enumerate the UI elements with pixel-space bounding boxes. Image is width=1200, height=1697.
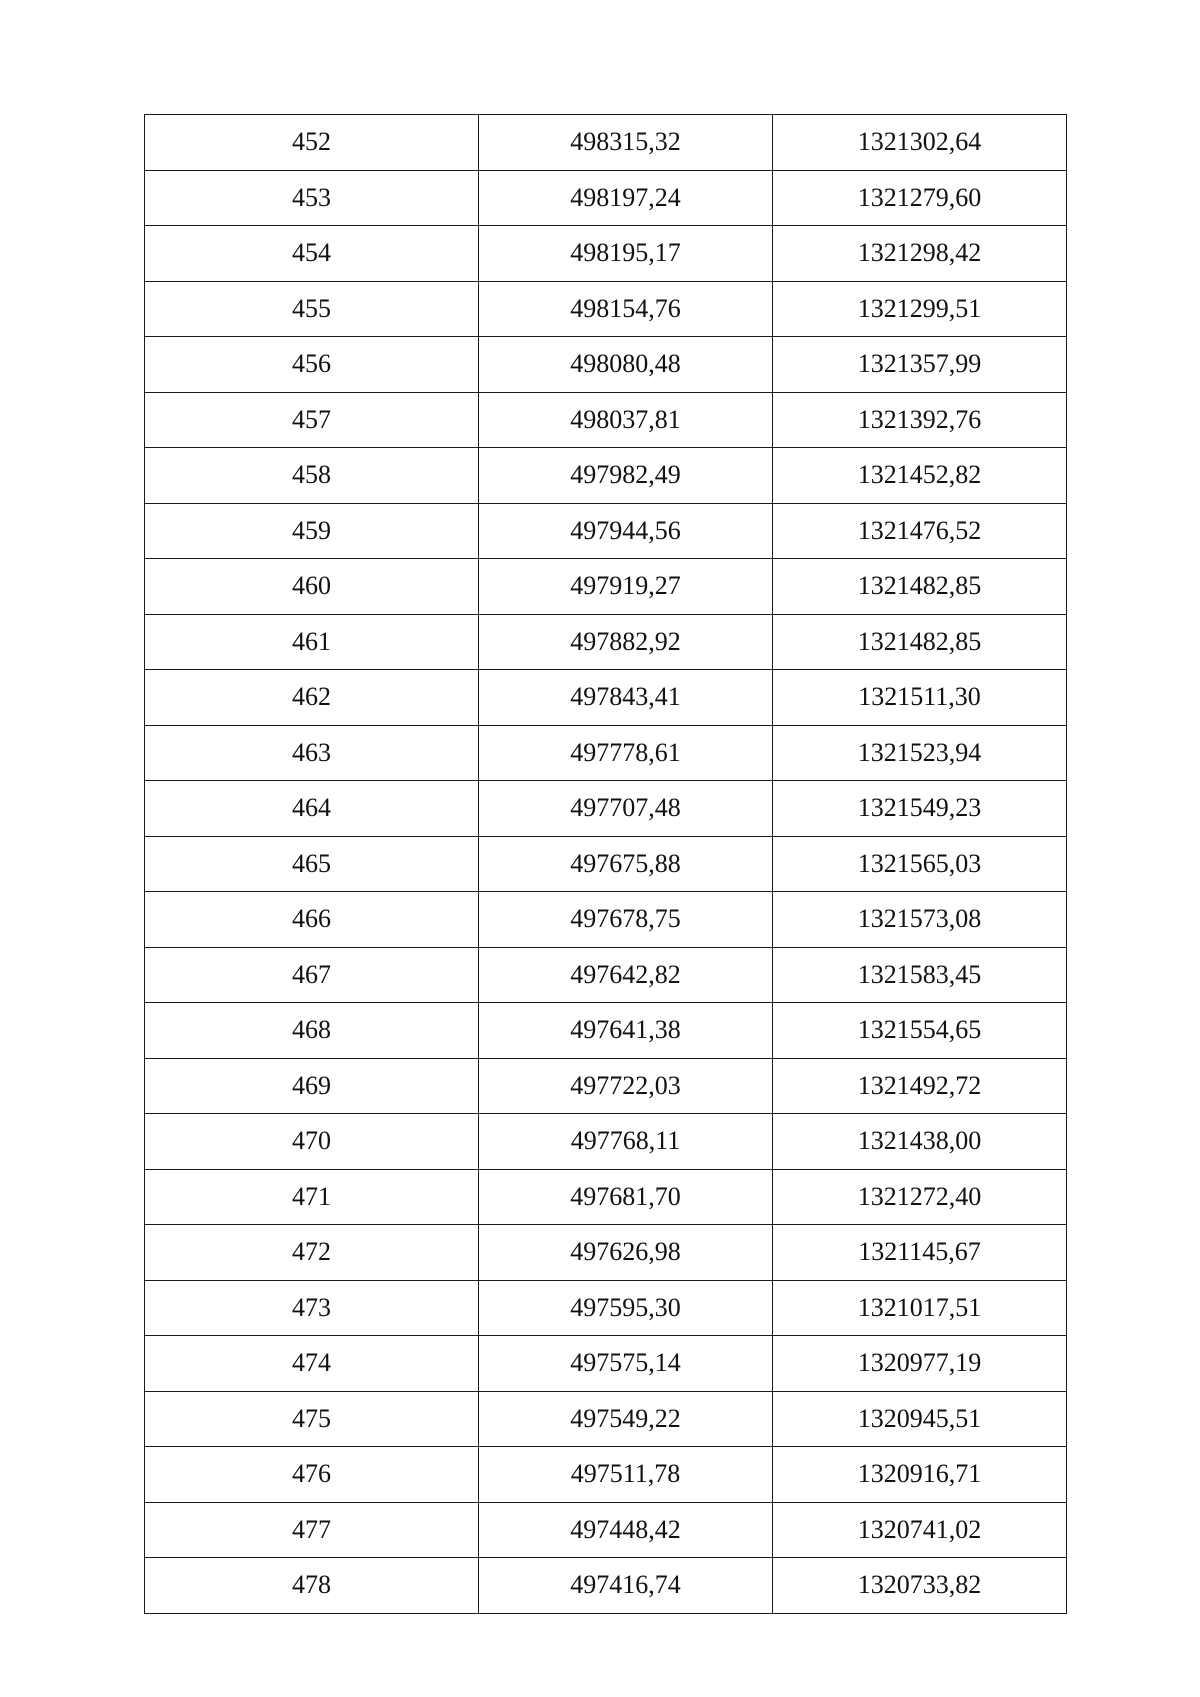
y-coordinate-cell: 1321299,51: [773, 281, 1067, 337]
point-number-cell: 455: [145, 281, 479, 337]
x-coordinate-cell: 497944,56: [479, 503, 773, 559]
table-row: [145, 1225, 1067, 1281]
y-coordinate-cell: 1320916,71: [773, 1447, 1067, 1503]
x-coordinate-cell: 497448,42: [479, 1502, 773, 1558]
point-number-cell: 476: [145, 1447, 479, 1503]
y-coordinate-cell: 1321279,60: [773, 170, 1067, 226]
table-row: [145, 115, 1067, 171]
y-coordinate-cell: 1320733,82: [773, 1558, 1067, 1614]
table-row: [145, 1558, 1067, 1614]
point-number-cell: 453: [145, 170, 479, 226]
table-row: [145, 1114, 1067, 1170]
x-coordinate-cell: 497681,70: [479, 1169, 773, 1225]
x-coordinate-cell: 497416,74: [479, 1558, 773, 1614]
y-coordinate-cell: 1321302,64: [773, 115, 1067, 171]
table-row: [145, 892, 1067, 948]
point-number-cell: 463: [145, 725, 479, 781]
table-row: [145, 392, 1067, 448]
table-row: [145, 836, 1067, 892]
point-number-cell: 478: [145, 1558, 479, 1614]
x-coordinate-cell: 497675,88: [479, 836, 773, 892]
y-coordinate-cell: 1321145,67: [773, 1225, 1067, 1281]
point-number-cell: 457: [145, 392, 479, 448]
table-row: [145, 947, 1067, 1003]
y-coordinate-cell: 1321392,76: [773, 392, 1067, 448]
point-number-cell: 470: [145, 1114, 479, 1170]
x-coordinate-cell: 497778,61: [479, 725, 773, 781]
x-coordinate-cell: 498195,17: [479, 226, 773, 282]
table-row: [145, 1058, 1067, 1114]
table-row: [145, 1003, 1067, 1059]
x-coordinate-cell: 497595,30: [479, 1280, 773, 1336]
point-number-cell: 471: [145, 1169, 479, 1225]
table-row: [145, 1502, 1067, 1558]
table-row: [145, 781, 1067, 837]
x-coordinate-cell: 497707,48: [479, 781, 773, 837]
x-coordinate-cell: 497642,82: [479, 947, 773, 1003]
table-row: [145, 281, 1067, 337]
x-coordinate-cell: 497575,14: [479, 1336, 773, 1392]
y-coordinate-cell: 1320741,02: [773, 1502, 1067, 1558]
point-number-cell: 475: [145, 1391, 479, 1447]
y-coordinate-cell: 1321357,99: [773, 337, 1067, 393]
x-coordinate-cell: 497549,22: [479, 1391, 773, 1447]
table-row: [145, 1447, 1067, 1503]
table-row: [145, 448, 1067, 504]
y-coordinate-cell: 1320977,19: [773, 1336, 1067, 1392]
y-coordinate-cell: 1321482,85: [773, 559, 1067, 615]
point-number-cell: 468: [145, 1003, 479, 1059]
point-number-cell: 473: [145, 1280, 479, 1336]
y-coordinate-cell: 1321452,82: [773, 448, 1067, 504]
table-row: [145, 614, 1067, 670]
x-coordinate-cell: 497722,03: [479, 1058, 773, 1114]
x-coordinate-cell: 497843,41: [479, 670, 773, 726]
point-number-cell: 454: [145, 226, 479, 282]
x-coordinate-cell: 497678,75: [479, 892, 773, 948]
x-coordinate-cell: 498197,24: [479, 170, 773, 226]
point-number-cell: 452: [145, 115, 479, 171]
x-coordinate-cell: 497982,49: [479, 448, 773, 504]
point-number-cell: 461: [145, 614, 479, 670]
y-coordinate-cell: 1321554,65: [773, 1003, 1067, 1059]
x-coordinate-cell: 497626,98: [479, 1225, 773, 1281]
table-row: [145, 670, 1067, 726]
y-coordinate-cell: 1321549,23: [773, 781, 1067, 837]
x-coordinate-cell: 497511,78: [479, 1447, 773, 1503]
x-coordinate-cell: 498315,32: [479, 115, 773, 171]
point-number-cell: 472: [145, 1225, 479, 1281]
point-number-cell: 474: [145, 1336, 479, 1392]
x-coordinate-cell: 498080,48: [479, 337, 773, 393]
table-row: [145, 170, 1067, 226]
y-coordinate-cell: 1321492,72: [773, 1058, 1067, 1114]
y-coordinate-cell: 1321583,45: [773, 947, 1067, 1003]
table-row: [145, 226, 1067, 282]
point-number-cell: 459: [145, 503, 479, 559]
y-coordinate-cell: 1320945,51: [773, 1391, 1067, 1447]
table-row: [145, 725, 1067, 781]
point-number-cell: 465: [145, 836, 479, 892]
point-number-cell: 460: [145, 559, 479, 615]
x-coordinate-cell: 498037,81: [479, 392, 773, 448]
y-coordinate-cell: 1321573,08: [773, 892, 1067, 948]
x-coordinate-cell: 498154,76: [479, 281, 773, 337]
y-coordinate-cell: 1321511,30: [773, 670, 1067, 726]
y-coordinate-cell: 1321298,42: [773, 226, 1067, 282]
y-coordinate-cell: 1321482,85: [773, 614, 1067, 670]
point-number-cell: 458: [145, 448, 479, 504]
y-coordinate-cell: 1321565,03: [773, 836, 1067, 892]
point-number-cell: 466: [145, 892, 479, 948]
table-row: [145, 1336, 1067, 1392]
table-row: [145, 1169, 1067, 1225]
point-number-cell: 469: [145, 1058, 479, 1114]
y-coordinate-cell: 1321438,00: [773, 1114, 1067, 1170]
table-row: [145, 1280, 1067, 1336]
y-coordinate-cell: 1321017,51: [773, 1280, 1067, 1336]
point-number-cell: 462: [145, 670, 479, 726]
point-number-cell: 456: [145, 337, 479, 393]
coordinates-table: [144, 114, 1067, 1614]
coordinates-table-body: [145, 115, 1067, 1614]
table-row: [145, 1391, 1067, 1447]
x-coordinate-cell: 497768,11: [479, 1114, 773, 1170]
table-row: [145, 337, 1067, 393]
point-number-cell: 467: [145, 947, 479, 1003]
table-row: [145, 559, 1067, 615]
table-row: [145, 503, 1067, 559]
point-number-cell: 464: [145, 781, 479, 837]
x-coordinate-cell: 497919,27: [479, 559, 773, 615]
y-coordinate-cell: 1321272,40: [773, 1169, 1067, 1225]
x-coordinate-cell: 497882,92: [479, 614, 773, 670]
x-coordinate-cell: 497641,38: [479, 1003, 773, 1059]
y-coordinate-cell: 1321476,52: [773, 503, 1067, 559]
point-number-cell: 477: [145, 1502, 479, 1558]
y-coordinate-cell: 1321523,94: [773, 725, 1067, 781]
